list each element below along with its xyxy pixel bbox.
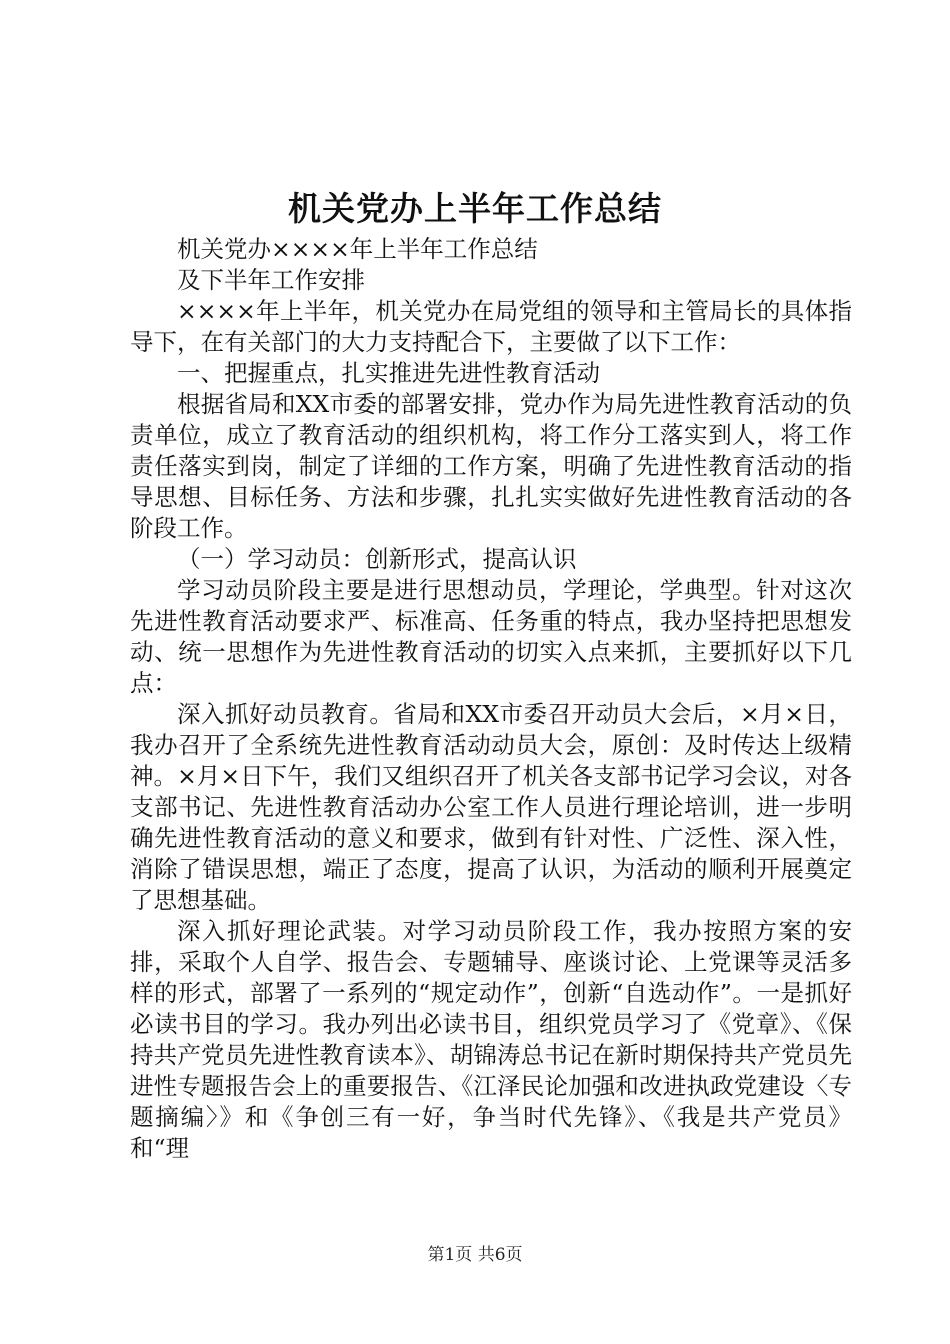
paragraph-section-1: 根据省局和XX市委的部署安排，党办作为局先进性教育活动的负责单位，成立了教育活动的组织机构，将工作分工落实到人，将工作责任落实到岗，制定了详细的工作方案，明确了先进性教育活动的指导思想、目标任务、方法和步骤，扎扎实实做好先进性教育活动的各阶段工作。 bbox=[130, 390, 852, 542]
paragraph-mobilization-education: 深入抓好动员教育。省局和XX市委召开动员大会后，×月×日，我办召开了全系统先进性教育活动动员大会，原创：及时传达上级精神。×月×日下午，我们又组织召开了机关各支部书记学习会议，对各支部书记、先进性教育活动办公室工作人员进行理论培训，进一步明确先进性教育活动的意义和要求，做到有针对性、广泛性、深入性，消除了错误思想，端正了态度，提高了认识，为活动的顺利开展奠定了思想基础。 bbox=[130, 700, 852, 914]
document-body bbox=[130, 234, 852, 1164]
page-number-footer: 第1页 共6页 bbox=[427, 1245, 523, 1265]
paragraph-theory-armament: 深入抓好理论武装。对学习动员阶段工作，我办按照方案的安排，采取个人自学、报告会、专题辅导、座谈讨论、上党课等灵活多样的形式，部署了一系列的“规定动作”，创新“自选动作”。一是抓好必读书目的学习。我办列出必读书目，组织党员学习了《党章》、《保持共产党员先进性教育读本》、胡锦涛总书记在新时期保持共产党员先进性专题报告会上的重要报告、《江泽民论加强和改进执政党建设〈专题摘编〉》和《争创三有一好，争当时代先锋》、《我是共产党员》和“理 bbox=[130, 917, 852, 1162]
subsection-heading-1: （一）学习动员：创新形式，提高认识 bbox=[177, 545, 577, 573]
paragraph-subtitle-line1: 机关党办××××年上半年工作总结 bbox=[177, 235, 538, 263]
paragraph-intro: ××××年上半年，机关党办在局党组的领导和主管局长的具体指导下，在有关部门的大力支持配合下，主要做了以下工作： bbox=[130, 297, 852, 356]
section-heading-1: 一、把握重点，扎实推进先进性教育活动 bbox=[177, 359, 600, 387]
paragraph-study-mobilization: 学习动员阶段主要是进行思想动员，学理论，学典型。针对这次先进性教育活动要求严、标准高、任务重的特点，我办坚持把思想发动、统一思想作为先进性教育活动的切实入点来抓，主要抓好以下几点： bbox=[130, 576, 852, 697]
document-title: 机关党办上半年工作总结 bbox=[288, 189, 662, 228]
paragraph-subtitle-line2: 及下半年工作安排 bbox=[177, 266, 365, 294]
